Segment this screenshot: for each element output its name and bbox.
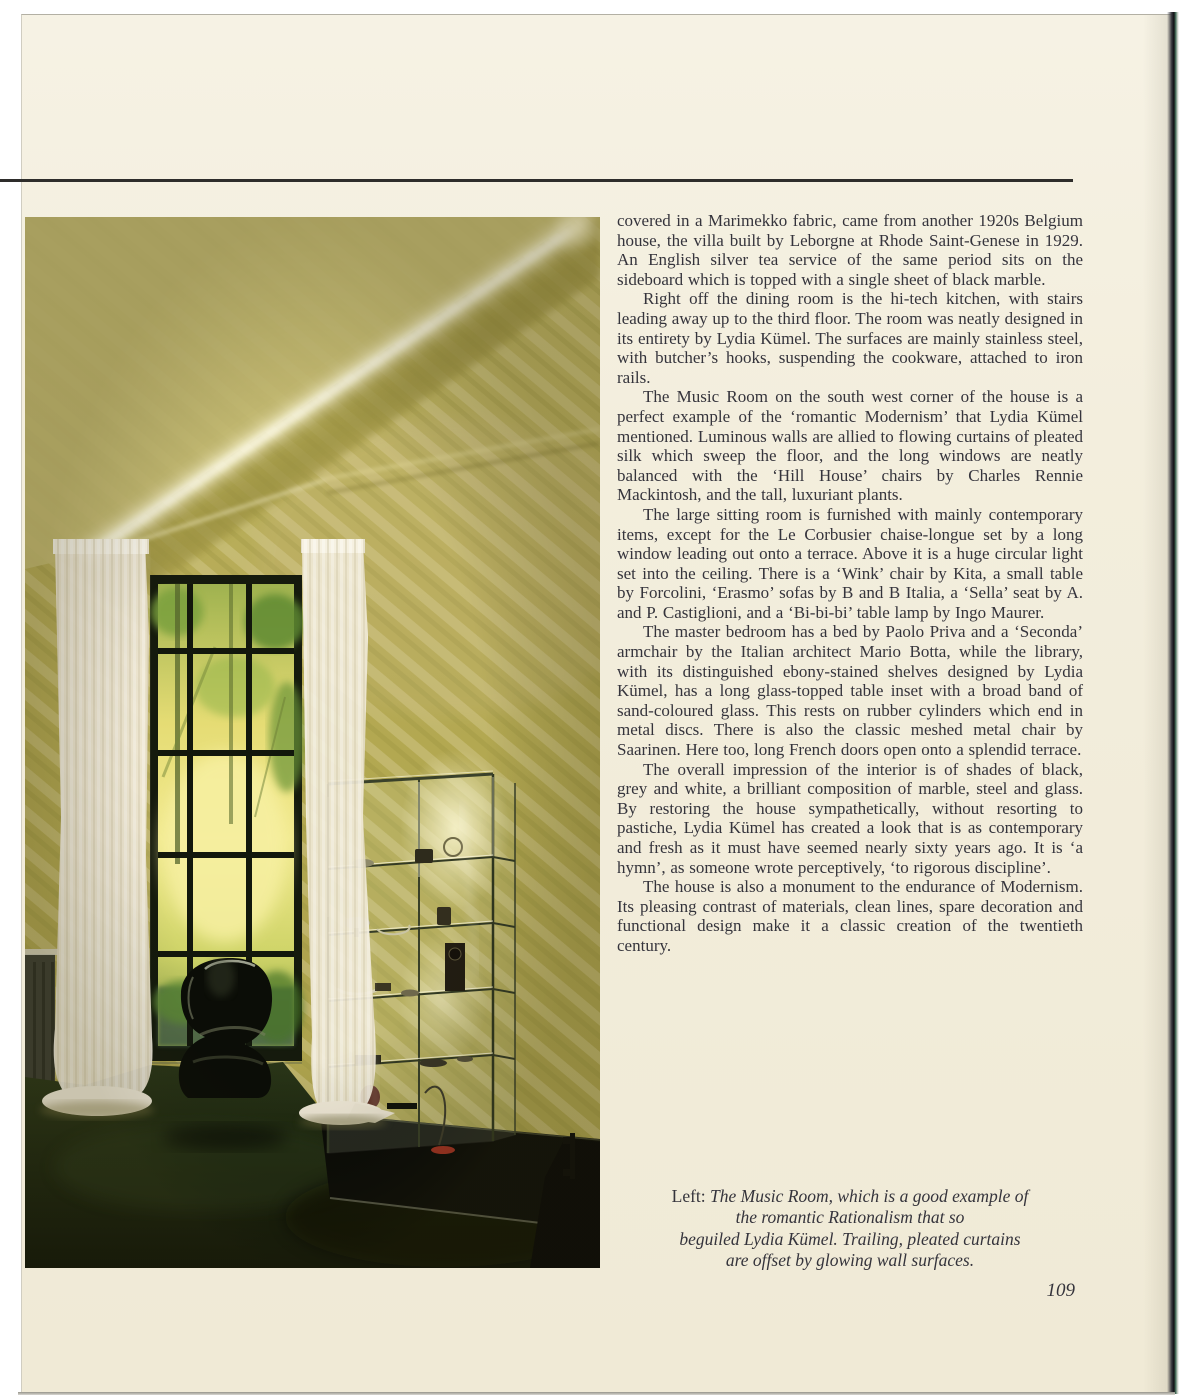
page-bottom-edge bbox=[18, 1392, 1175, 1395]
body-paragraph: The large sitting room is furnished with mainly contemporary items, except for the Le Corbusier chaise-longue set by a long window leading out onto a terrace. Above it is a huge circular light set into the ceiling. There is a ‘Wink’ chair by Kita, a small table by Forcolini, ‘Erasmo’ sofas by B and B Italia, a ‘Sella’ seat by A. and P. Castiglioni, and a ‘Bi-bi-bi’ table lamp by Ingo Maurer. bbox=[617, 504, 1083, 622]
caption-text: The Music Room, which is a good example of bbox=[710, 1186, 1029, 1206]
caption-line: are offset by glowing wall surfaces. bbox=[725, 1250, 975, 1271]
body-paragraph: covered in a Marimekko fabric, came from another 1920s Belgium house, the villa built by Leborgne at Rhode Saint-Genese in 1929. An English silver tea service of the same period sits on the sideboard which is topped with a single sheet of black marble. bbox=[617, 211, 1083, 289]
caption-line: beguiled Lydia Kümel. Trailing, pleated curtains bbox=[679, 1228, 1021, 1249]
page-right-edge bbox=[1167, 12, 1179, 1394]
body-text-column bbox=[617, 211, 1083, 956]
body-paragraph: The master bedroom has a bed by Paolo Priva and a ‘Seconda’ armchair by the Italian architect Mario Botta, while the library, with its distinguished ebony-stained shelves designed by Lydia Kümel, has a long glass-topped table inset with a broad band of sand-coloured glass. This rests on rubber cylinders which end in metal discs. There is also the classic meshed metal chair by Saarinen. Here too, long French doors open onto a splendid terrace. bbox=[617, 622, 1083, 760]
caption-line: the romantic Rationalism that so bbox=[735, 1207, 965, 1228]
music-room-photo bbox=[25, 217, 600, 1268]
caption-line bbox=[617, 1186, 1083, 1207]
photo-caption bbox=[617, 1186, 1083, 1272]
caption-label: Left: bbox=[671, 1186, 706, 1206]
header-rule bbox=[0, 179, 1073, 182]
photo-vignette bbox=[25, 217, 600, 1268]
body-paragraph: The house is also a monument to the endurance of Modernism. Its pleasing contrast of materials, clean lines, spare decoration and functional design make it a classic creation of the twentieth century. bbox=[617, 877, 1083, 955]
body-paragraph: The Music Room on the south west corner of the house is a perfect example of the ‘romantic Modernism’ that Lydia Kümel mentioned. Luminous walls are allied to flowing curtains of pleated silk which sweep the floor, and the long windows are neatly balanced with the ‘Hill House’ chairs by Charles Rennie Mackintosh, and the tall, luxuriant plants. bbox=[617, 387, 1083, 505]
page-number: 109 bbox=[1046, 1280, 1075, 1301]
music-room-illustration bbox=[25, 217, 600, 1268]
body-paragraph: The overall impression of the interior is of shades of black, grey and white, a brilliant composition of marble, steel and glass. By restoring the house sympathetically, without resorting to pastiche, Lydia Kümel has created a look that is as contemporary and fresh as it must have seemed nearly sixty years ago. It is ‘a hymn’, as someone wrote perceptively, ‘to rigorous discipline’. bbox=[617, 759, 1083, 877]
body-paragraph: Right off the dining room is the hi-tech kitchen, with stairs leading away up to the third floor. The room was neatly designed in its entirety by Lydia Kümel. The surfaces are mainly stainless steel, with butcher’s hooks, suspending the cookware, attached to iron rails. bbox=[617, 289, 1083, 387]
